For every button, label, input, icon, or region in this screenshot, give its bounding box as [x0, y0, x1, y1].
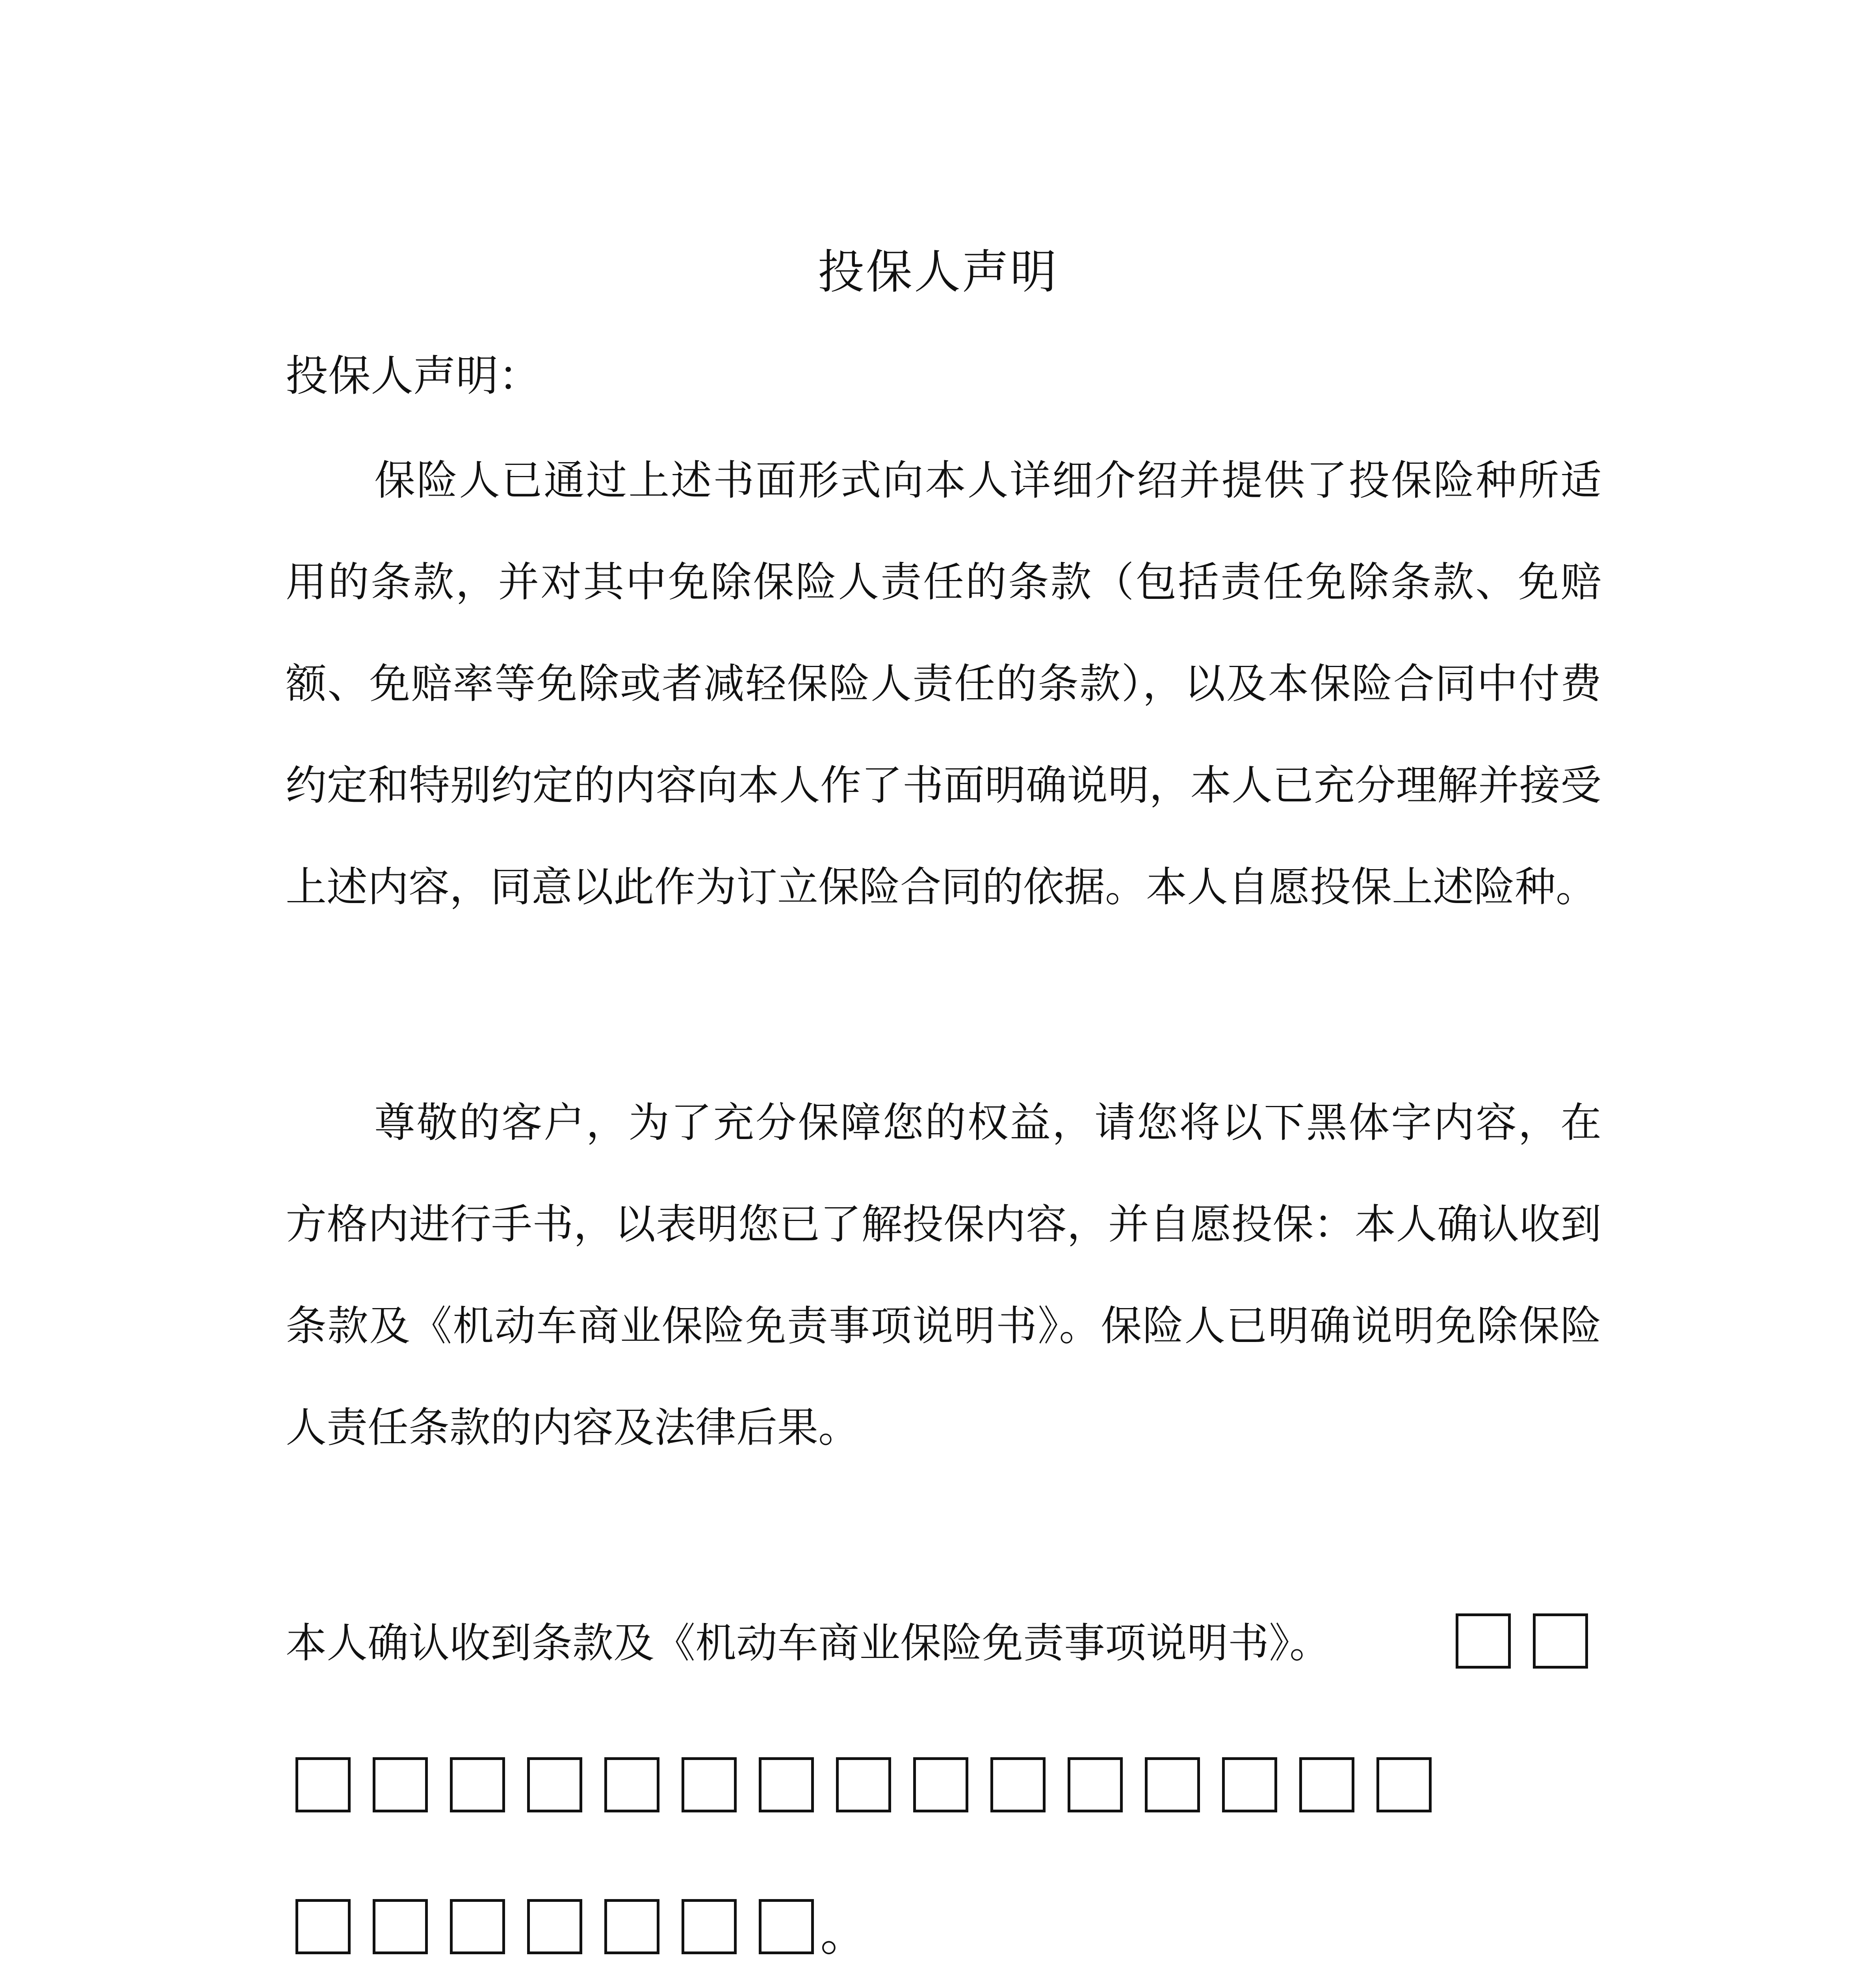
handwriting-box[interactable]: [295, 1899, 351, 1954]
handwriting-box-row-2: [295, 1899, 867, 1962]
handwriting-box[interactable]: [759, 1757, 814, 1812]
handwriting-box[interactable]: [990, 1757, 1046, 1812]
handwriting-box[interactable]: [295, 1757, 351, 1812]
handwriting-box[interactable]: [682, 1757, 737, 1812]
declaration-paragraph-1: 保险人已通过上述书面形式向本人详细介绍并提供了投保险种所适用的条款，并对其中免除保险人责任的条款（包括责任免除条款、免赔额、免赔率等免除或者减轻保险人责任的条款），以及本保险合同中付费约定和特别约定的内容向本人作了书面明确说明，本人已充分理解并接受上述内容，同意以此作为订立保险合同的依据。本人自愿投保上述险种。: [286, 456, 1601, 911]
declaration-heading: 投保人声明：: [286, 351, 541, 401]
handwriting-box[interactable]: [1222, 1757, 1277, 1812]
handwriting-box[interactable]: [604, 1757, 659, 1812]
handwriting-box[interactable]: [1145, 1757, 1200, 1812]
handwriting-box[interactable]: [682, 1899, 737, 1954]
handwriting-box[interactable]: [1456, 1613, 1511, 1669]
handwriting-box[interactable]: [527, 1757, 582, 1812]
handwriting-box-row-0: [1456, 1613, 1610, 1669]
handwriting-box[interactable]: [836, 1757, 891, 1812]
handwriting-box[interactable]: [527, 1899, 582, 1954]
box-row-end-mark: 。: [820, 1907, 867, 1962]
handwriting-box[interactable]: [1376, 1757, 1432, 1812]
handwriting-box[interactable]: [373, 1899, 428, 1954]
handwriting-box[interactable]: [759, 1899, 814, 1954]
handwriting-box[interactable]: [913, 1757, 968, 1812]
declaration-paragraph-2: 尊敬的客户，为了充分保障您的权益，请您将以下黑体字内容，在方格内进行手书，以表明您已了解投保内容，并自愿投保：本人确认收到条款及《机动车商业保险免责事项说明书》。保险人已明确说明免除保险人责任条款的内容及法律后果。: [286, 1098, 1601, 1451]
handwriting-box[interactable]: [604, 1899, 659, 1954]
handwriting-box[interactable]: [1533, 1613, 1588, 1669]
handwriting-box[interactable]: [1068, 1757, 1123, 1812]
confirmation-sentence: 本人确认收到条款及《机动车商业保险免责事项说明书》。: [286, 1619, 1331, 1667]
handwriting-box[interactable]: [450, 1757, 505, 1812]
handwriting-box[interactable]: [1299, 1757, 1354, 1812]
handwriting-box[interactable]: [373, 1757, 428, 1812]
handwriting-box-row-1: [295, 1757, 1454, 1812]
handwriting-box[interactable]: [450, 1899, 505, 1954]
page-title: 投保人声明: [817, 245, 1058, 299]
